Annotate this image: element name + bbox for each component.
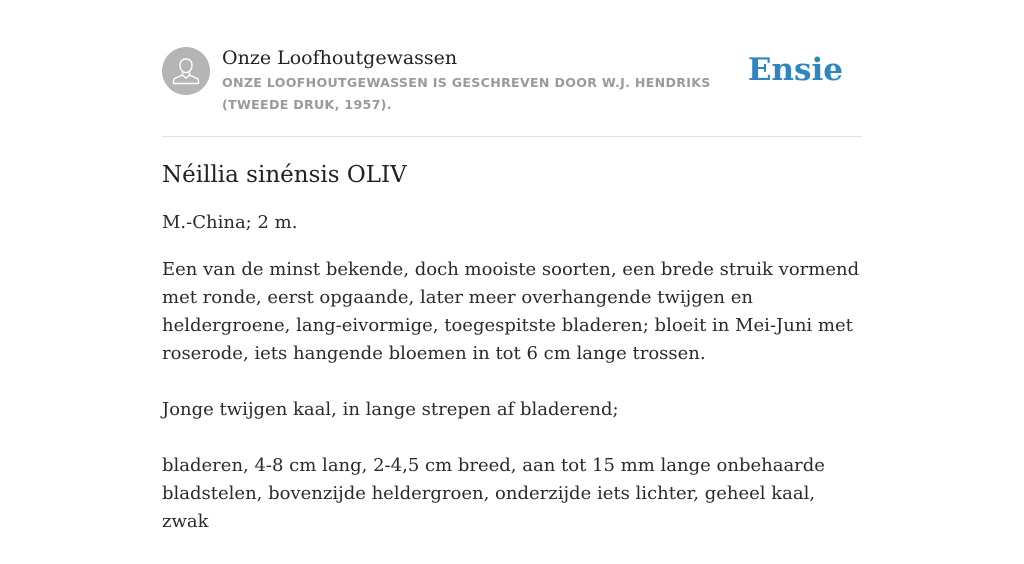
- entry-paragraph: bladeren, 4-8 cm lang, 2-4,5 cm breed, aan tot 15 mm lange onbehaarde bladstelen, bovenzijde heldergroen, onderzijde iets lichter, geheel kaal, zwak: [162, 455, 825, 532]
- entry-paragraph: Jonge twijgen kaal, in lange strepen af bladerend;: [162, 399, 619, 420]
- ensie-logo[interactable]: Ensie: [747, 52, 843, 88]
- entry-title: Néillia sinénsis OLIV: [162, 162, 407, 188]
- book-header: [162, 46, 862, 137]
- entry-paragraph: Een van de minst bekende, doch mooiste soorten, een brede struik vormend met ronde, eerst opgaande, later meer overhangende twijgen en heldergroene, lang-eivormige, toegespitste bladeren; bloeit in Mei-Juni met roserode, iets hangende bloemen in tot 6 cm lange trossen.: [162, 259, 860, 364]
- book-title[interactable]: Onze Loofhoutgewassen: [222, 47, 458, 69]
- entry-body: [162, 256, 862, 536]
- entry-content: [162, 158, 862, 564]
- entry-meta: M.-China; 2 m.: [162, 212, 298, 233]
- user-silhouette-icon[interactable]: [162, 47, 210, 95]
- book-subtitle: ONZE LOOFHOUTGEWASSEN IS GESCHREVEN DOOR W.J. HENDRIKS (TWEEDE DRUK, 1957).: [222, 75, 711, 112]
